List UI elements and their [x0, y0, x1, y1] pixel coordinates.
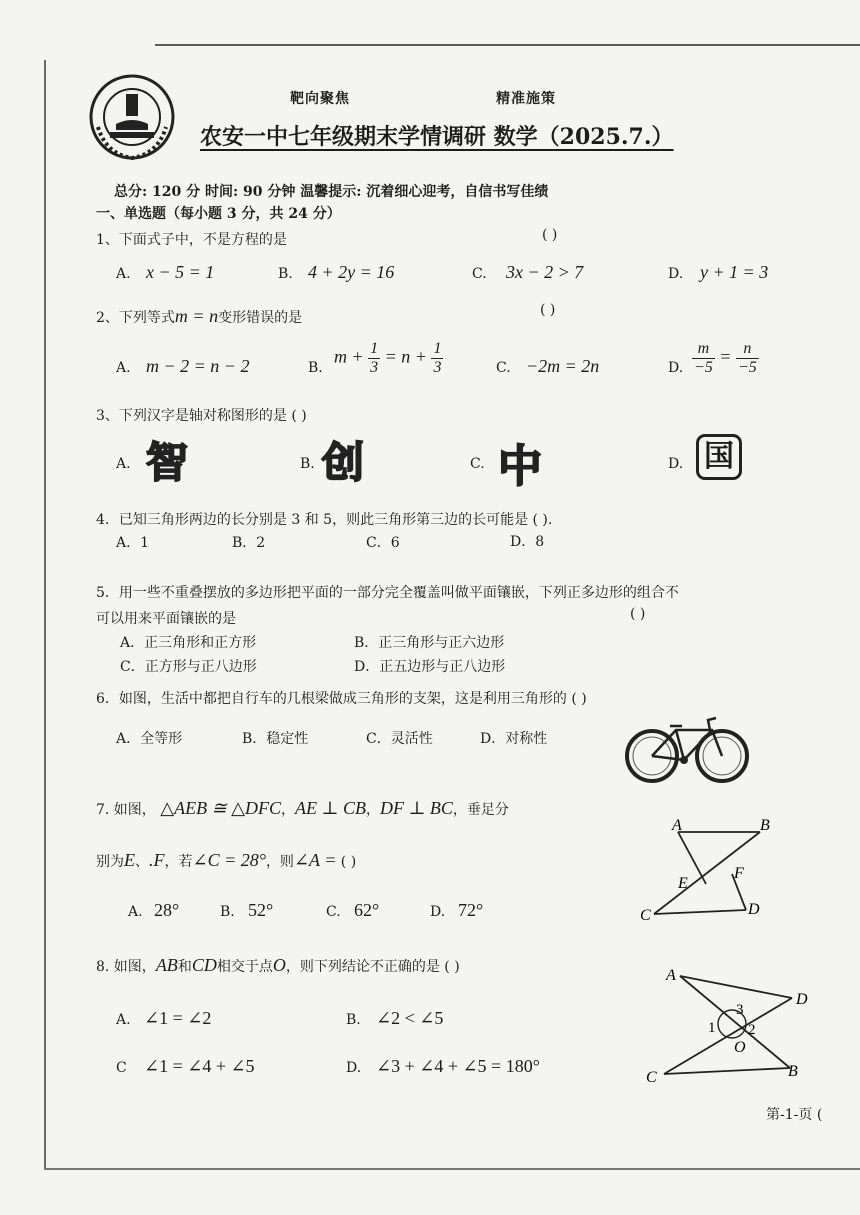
q8-option-c-label: C — [116, 1060, 127, 1076]
q1-option-c-label: C. — [472, 266, 487, 282]
q2-option-c: −2m = 2n — [526, 356, 600, 376]
q8-and: 和 — [177, 959, 192, 975]
q4-option-c: C．6 — [366, 535, 400, 551]
fig8-label-c: C — [646, 1069, 657, 1086]
q7-stem: 7. 如图， △AEB ≅ △DFC，AE ⊥ CB，DF ⊥ BC，垂足分 — [96, 798, 509, 818]
fig7-label-a: A — [672, 817, 682, 834]
fig7-label-d: D — [748, 901, 760, 918]
slogan-left: 靶向聚焦 — [290, 91, 350, 107]
q3-option-a-label: A. — [116, 456, 131, 472]
page-border-left — [44, 60, 46, 1170]
q4-option-d: D．8 — [510, 534, 545, 550]
q7-line2-mid: ，若 — [164, 854, 193, 870]
q3-option-c-char: 中 — [498, 441, 542, 492]
page-border-bottom — [44, 1168, 860, 1170]
q1-option-b: 4 + 2y = 16 — [308, 262, 395, 282]
q5-option-a: A．正三角形和正方形 — [120, 635, 257, 651]
q3-option-b-char: 创 — [322, 438, 365, 487]
q7-option-a-label: A. — [128, 904, 143, 920]
q2-answer-paren: ( ) — [540, 302, 556, 318]
q7-line2-then: ，则 — [265, 854, 294, 870]
q5-answer-paren: ( ) — [630, 606, 646, 622]
q7-line2-pre: 别为 — [96, 854, 124, 870]
q1-stem: 1、下面式子中，不是方程的是 — [96, 232, 287, 248]
q1-option-c: 3x − 2 > 7 — [506, 262, 584, 282]
q2-option-d: $\frac{m}{-5}$ = $\frac{n}{-5}$ — [694, 340, 757, 376]
q8-option-d-label: D. — [346, 1060, 362, 1076]
page-footer: 第-1-页 ( — [766, 1107, 823, 1123]
page-border-top — [155, 44, 860, 46]
fig8-angle-3: 3 — [736, 1002, 744, 1018]
q5-option-d: D．正五边形与正八边形 — [354, 659, 506, 675]
q8-option-d: ∠3 + ∠4 + ∠5 = 180° — [376, 1056, 540, 1076]
q4-option-a: A．1 — [116, 535, 150, 551]
q8-figure — [640, 962, 820, 1090]
q6-option-d: D．对称性 — [480, 731, 548, 747]
q6-option-a: A．全等形 — [116, 731, 183, 747]
q7-answer-paren: ( ) — [340, 854, 357, 870]
fig8-label-b: B — [788, 1063, 798, 1080]
q5-option-c: C．正方形与正八边形 — [120, 659, 257, 675]
q8-option-a-label: A. — [116, 1012, 131, 1028]
q7-stem-line2 — [96, 850, 356, 871]
q7-option-b-label: B. — [220, 904, 235, 920]
fig8-label-d: D — [796, 991, 808, 1008]
q7-foot-f: .F — [149, 850, 165, 870]
q6-option-b: B．稳定性 — [242, 731, 309, 747]
q2-stem-pre: 2、下列等式 — [96, 310, 175, 326]
q7-stem-post: ，垂足分 — [452, 802, 509, 818]
q1-option-a-label: A. — [116, 266, 131, 282]
q3-option-c-label: C. — [470, 456, 485, 472]
q8-point-o: O — [272, 955, 286, 975]
slogan-right: 精准施策 — [496, 91, 556, 107]
q8-stem-pre: 8. 如图， — [96, 959, 156, 975]
q8-post: ，则下列结论不正确的是 ( ) — [285, 959, 460, 975]
q6-stem: 6．如图，生活中都把自行车的几根梁做成三角形的支架，这是利用三角形的 ( ) — [96, 691, 587, 707]
q8-line-ab: AB — [155, 955, 178, 975]
q4-stem: 4．已知三角形两边的长分别是 3 和 5，则此三角形第三边的长可能是 ( ). — [96, 512, 553, 528]
q1-answer-paren: ( ) — [542, 227, 558, 243]
q5-option-b: B．正三角形与正六边形 — [354, 635, 505, 651]
q2-option-a: m − 2 = n − 2 — [146, 356, 250, 376]
q2-stem-math: m = n — [174, 306, 219, 326]
q8-option-c: ∠1 = ∠4 + ∠5 — [144, 1056, 255, 1076]
q3-option-b-label: B. — [300, 456, 315, 472]
q8-mid: 相交于点 — [216, 959, 273, 975]
q7-option-b: 52° — [248, 900, 274, 920]
fig7-label-f: F — [734, 865, 744, 882]
q4-option-b: B．2 — [232, 535, 266, 551]
fig7-label-e: E — [678, 875, 688, 892]
q8-option-b-label: B. — [346, 1012, 361, 1028]
q8-option-b: ∠2 < ∠5 — [376, 1008, 444, 1028]
fig7-label-b: B — [760, 817, 770, 834]
q7-figure — [636, 816, 786, 926]
fig8-angle-1: 1 — [708, 1020, 716, 1036]
q5-stem-line1: 5．用一些不重叠摆放的多边形把平面的一部分完全覆盖叫做平面镶嵌，下列正多边形的组合不 — [96, 585, 679, 601]
q1-option-d-label: D. — [668, 266, 684, 282]
fig8-angle-2: 2 — [748, 1022, 756, 1038]
q3-option-a-char: 智 — [146, 438, 189, 487]
q7-condition-ae-perp: AE ⊥ CB — [295, 798, 366, 818]
q3-option-d-label: D. — [668, 456, 684, 472]
q7-option-a: 28° — [154, 900, 180, 920]
q5-stem-line2: 可以用来平面镶嵌的是 — [96, 611, 236, 627]
q2-stem-post: 变形错误的是 — [218, 310, 303, 326]
q1-option-b-label: B. — [278, 266, 293, 282]
q3-option-d-char: 国 — [696, 434, 742, 480]
q2-stem — [96, 306, 302, 327]
q7-foot-e: E — [124, 850, 135, 870]
fig8-label-o: O — [734, 1039, 746, 1056]
q7-option-d-label: D. — [430, 904, 446, 920]
exam-title: 农安一中七年级期末学情调研 数学（2025.7.） — [200, 124, 674, 150]
bicycle-figure — [624, 712, 750, 784]
q7-given-angle: ∠C = 28° — [192, 850, 266, 870]
q2-option-b-label: B. — [308, 360, 323, 376]
q7-ask-angle: ∠A = — [293, 850, 337, 870]
q2-option-a-label: A. — [116, 360, 131, 376]
q3-stem: 3、下列汉字是轴对称图形的是 ( ) — [96, 408, 307, 424]
q7-condition-df-perp: DF ⊥ BC — [379, 798, 453, 818]
q7-condition-congruent: △AEB ≅ △DFC — [160, 798, 282, 818]
q1-option-a: x − 5 = 1 — [146, 262, 215, 282]
q2-option-c-label: C. — [496, 360, 511, 376]
fig8-label-a: A — [666, 967, 676, 984]
q8-option-a: ∠1 = ∠2 — [144, 1008, 212, 1028]
q1-option-d: y + 1 = 3 — [700, 262, 769, 282]
q7-line2-sep: 、 — [135, 854, 149, 870]
q7-option-c: 62° — [354, 900, 380, 920]
q2-option-b: m + $\frac{1}{3}$ = n + $\frac{1}{3}$ — [334, 340, 442, 376]
fig7-label-c: C — [640, 907, 651, 924]
q7-option-d: 72° — [458, 900, 484, 920]
q7-option-c-label: C. — [326, 904, 341, 920]
q2-option-d-label: D. — [668, 360, 684, 376]
q7-stem-pre: 7. 如图， — [96, 802, 156, 818]
exam-info: 总分: 120 分 时间: 90 分钟 温馨提示: 沉着细心迎考，自信书写佳绩 — [114, 184, 549, 200]
q8-stem — [96, 955, 460, 976]
section-heading: 一、单选题（每小题 3 分，共 24 分） — [96, 206, 341, 222]
school-logo — [86, 72, 178, 162]
q8-line-cd: CD — [191, 955, 217, 975]
q6-option-c: C．灵活性 — [366, 731, 433, 747]
